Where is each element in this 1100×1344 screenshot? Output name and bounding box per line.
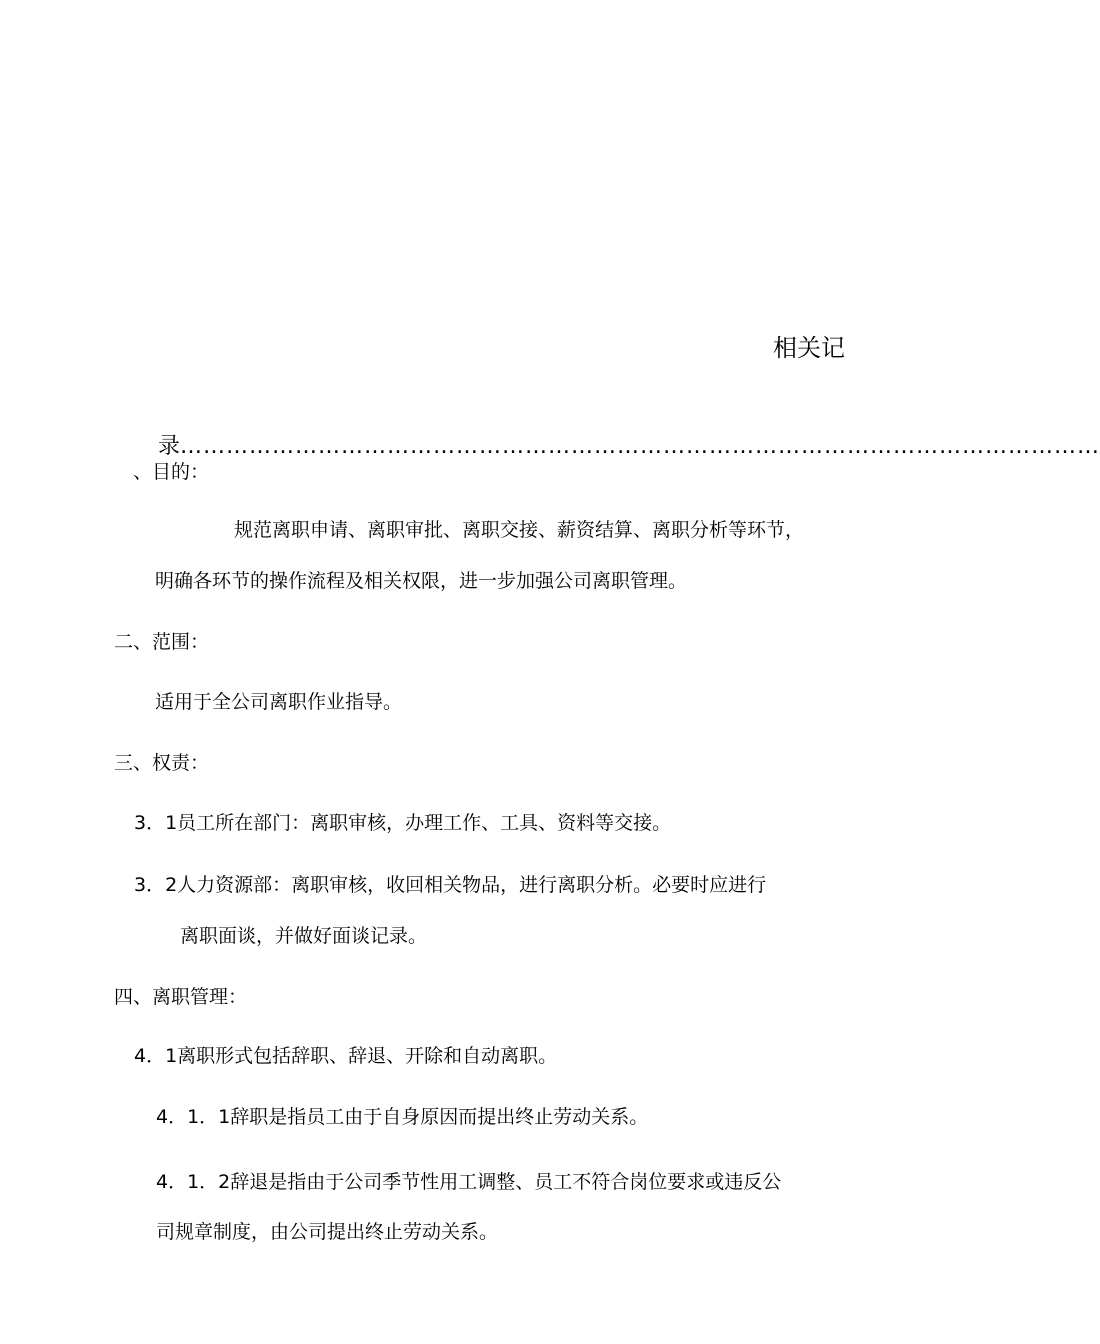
management-item-4-1-2-line-1: 4．1．2辞退是指由于公司季节性用工调整、员工不符合岗位要求或违反公 xyxy=(156,1171,782,1193)
toc-heading: 相关记 xyxy=(773,334,845,362)
toc-entry xyxy=(158,432,1100,462)
management-item-4-1: 4．1离职形式包括辞职、辞退、开除和自动离职。 xyxy=(134,1045,558,1067)
section-scope-title: 二、范围： xyxy=(114,631,210,653)
toc-leader-dots: ………………………………………………………………………………………………………… xyxy=(180,434,1100,459)
management-item-4-1-1: 4．1．1辞职是指员工由于自身原因而提出终止劳动关系。 xyxy=(156,1106,649,1128)
duty-item-3-2-line-1: 3．2人力资源部：离职审核，收回相关物品，进行离职分析。必要时应进行 xyxy=(134,874,767,896)
purpose-paragraph-line-2: 明确各环节的操作流程及相关权限，进一步加强公司离职管理。 xyxy=(155,570,688,592)
purpose-paragraph-line-1: 规范离职申请、离职审批、离职交接、薪资结算、离职分析等环节， xyxy=(234,519,805,541)
toc-entry-text: 录 xyxy=(158,434,181,459)
management-item-4-1-2-line-2: 司规章制度，由公司提出终止劳动关系。 xyxy=(156,1221,499,1243)
section-management-title: 四、离职管理： xyxy=(114,986,248,1008)
scope-paragraph: 适用于全公司离职作业指导。 xyxy=(155,691,403,713)
section-duty-title: 三、权责： xyxy=(114,752,210,774)
section-purpose-title: 、目的： xyxy=(133,461,210,483)
duty-item-3-1: 3．1员工所在部门：离职审核，办理工作、工具、资料等交接。 xyxy=(134,812,672,834)
duty-item-3-2-line-2: 离职面谈，并做好面谈记录。 xyxy=(180,925,428,947)
